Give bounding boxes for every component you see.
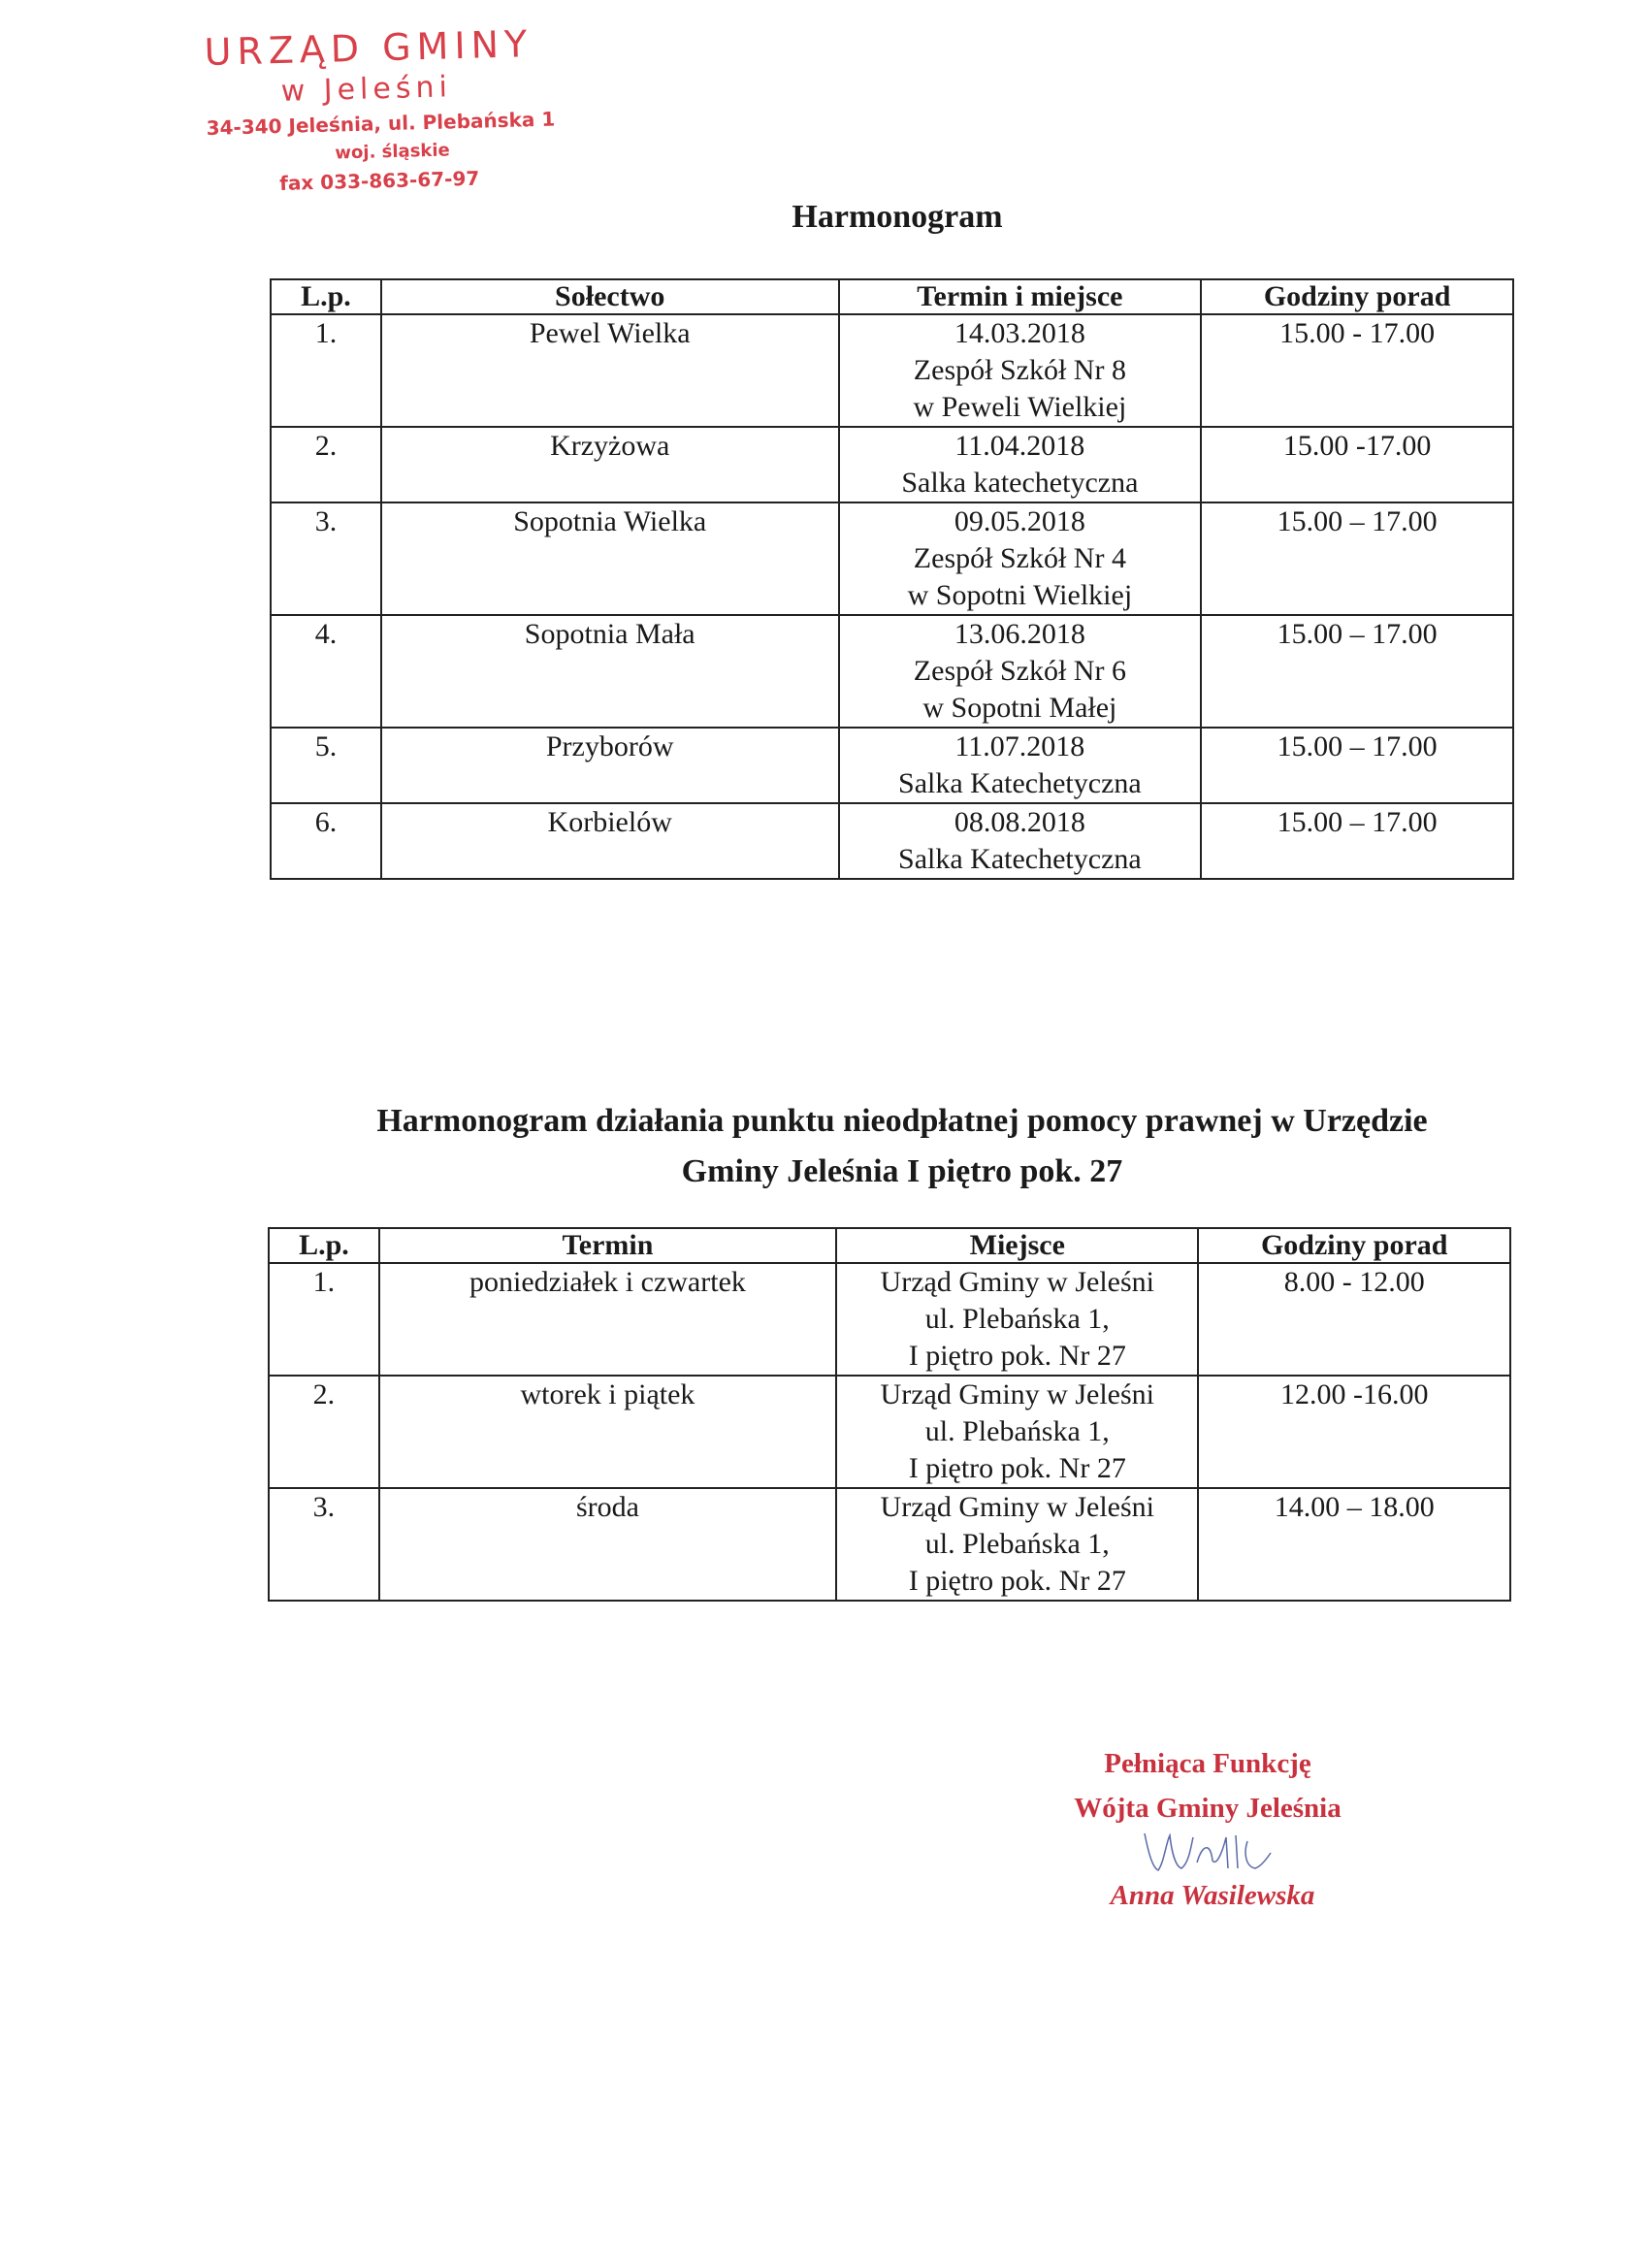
row-village: Przyborów — [381, 728, 839, 803]
row-place: Zespół Szkół Nr 6 — [913, 655, 1126, 687]
place-line: Urząd Gminy w Jeleśni — [880, 1378, 1154, 1410]
row-village: Krzyżowa — [381, 427, 839, 502]
legal-aid-title — [272, 1096, 1533, 1197]
row-lp: 3. — [271, 502, 381, 615]
legal-aid-title-line2: Gminy Jeleśnia I piętro pok. 27 — [681, 1153, 1123, 1189]
table-row — [271, 615, 1513, 728]
row-term: poniedziałek i czwartek — [379, 1263, 836, 1376]
row-hours: 8.00 - 12.00 — [1198, 1263, 1510, 1376]
place-line: I piętro pok. Nr 27 — [908, 1452, 1126, 1484]
row-lp: 6. — [271, 803, 381, 879]
table-row — [269, 1376, 1510, 1488]
row-term: wtorek i piątek — [379, 1376, 836, 1488]
row-date-place — [839, 803, 1202, 879]
row-lp: 2. — [271, 427, 381, 502]
village-schedule-table — [270, 278, 1514, 880]
row-date: 13.06.2018 — [954, 618, 1085, 650]
header-hours: Godziny porad — [1198, 1228, 1510, 1263]
row-village: Pewel Wielka — [381, 314, 839, 427]
row-date-place — [839, 728, 1202, 803]
stamp-town: w Jeleśni — [280, 70, 453, 109]
header-hours: Godziny porad — [1201, 279, 1513, 314]
schedule-title: Harmonogram — [792, 199, 1003, 235]
row-hours: 12.00 -16.00 — [1198, 1376, 1510, 1488]
signatory-name: Anna Wasilewska — [1110, 1880, 1315, 1911]
stamp-address: 34-340 Jeleśnia, ul. Plebańska 1 — [206, 107, 556, 140]
table-row — [271, 803, 1513, 879]
row-place: Salka katechetyczna — [901, 467, 1139, 499]
row-village: Sopotnia Wielka — [381, 502, 839, 615]
table-header-row — [271, 279, 1513, 314]
header-lp: L.p. — [271, 279, 381, 314]
table-row — [271, 502, 1513, 615]
row-date: 11.07.2018 — [954, 730, 1085, 762]
row-term: środa — [379, 1488, 836, 1601]
place-line: ul. Plebańska 1, — [924, 1303, 1110, 1335]
row-place: Salka Katechetyczna — [898, 767, 1142, 799]
table-row — [269, 1263, 1510, 1376]
row-hours: 15.00 - 17.00 — [1201, 314, 1513, 427]
place-line: I piętro pok. Nr 27 — [908, 1565, 1126, 1597]
row-hours: 15.00 – 17.00 — [1201, 502, 1513, 615]
header-place: Miejsce — [836, 1228, 1198, 1263]
row-lp: 1. — [269, 1263, 379, 1376]
row-village: Sopotnia Mała — [381, 615, 839, 728]
legal-aid-schedule-table — [268, 1227, 1511, 1602]
row-place: Salka Katechetyczna — [898, 843, 1142, 875]
row-date-place — [839, 427, 1202, 502]
table-row — [271, 728, 1513, 803]
row-hours: 15.00 – 17.00 — [1201, 803, 1513, 879]
header-village: Sołectwo — [381, 279, 839, 314]
row-lp: 2. — [269, 1376, 379, 1488]
row-date: 14.03.2018 — [954, 317, 1085, 349]
row-place: w Sopotni Wielkiej — [907, 579, 1133, 611]
stamp-office-name: URZĄD GMINY — [204, 22, 534, 74]
row-date: 09.05.2018 — [954, 505, 1085, 537]
row-date: 11.04.2018 — [954, 430, 1085, 462]
table-row — [269, 1488, 1510, 1601]
row-lp: 1. — [271, 314, 381, 427]
row-place — [836, 1376, 1198, 1488]
row-date-place — [839, 314, 1202, 427]
place-line: I piętro pok. Nr 27 — [908, 1340, 1126, 1372]
row-place: w Peweli Wielkiej — [913, 391, 1127, 423]
row-hours: 14.00 – 18.00 — [1198, 1488, 1510, 1601]
signature-stamp — [1043, 1741, 1373, 1831]
stamp-voivodeship: woj. śląskie — [335, 140, 451, 164]
header-lp: L.p. — [269, 1228, 379, 1263]
place-line: ul. Plebańska 1, — [924, 1415, 1110, 1447]
signature-role-line1: Pełniąca Funkcję — [1104, 1748, 1311, 1779]
row-village: Korbielów — [381, 803, 839, 879]
row-hours: 15.00 -17.00 — [1201, 427, 1513, 502]
place-line: Urząd Gminy w Jeleśni — [880, 1491, 1154, 1523]
header-term: Termin — [379, 1228, 836, 1263]
row-lp: 4. — [271, 615, 381, 728]
table-header-row — [269, 1228, 1510, 1263]
handwritten-signature — [1135, 1824, 1290, 1882]
row-date-place — [839, 502, 1202, 615]
place-line: ul. Plebańska 1, — [924, 1528, 1110, 1560]
office-stamp — [204, 19, 576, 200]
row-hours: 15.00 – 17.00 — [1201, 615, 1513, 728]
row-hours: 15.00 – 17.00 — [1201, 728, 1513, 803]
row-place: Zespół Szkół Nr 8 — [913, 354, 1126, 386]
row-lp: 5. — [271, 728, 381, 803]
row-lp: 3. — [269, 1488, 379, 1601]
signature-role-line2: Wójta Gminy Jeleśnia — [1074, 1793, 1342, 1824]
table-row — [271, 427, 1513, 502]
row-date: 08.08.2018 — [954, 806, 1085, 838]
row-date-place — [839, 615, 1202, 728]
place-line: Urząd Gminy w Jeleśni — [880, 1266, 1154, 1298]
row-place: Zespół Szkół Nr 4 — [913, 542, 1126, 574]
row-place — [836, 1488, 1198, 1601]
legal-aid-title-line1: Harmonogram działania punktu nieodpłatnej pomocy prawnej w Urzędzie — [376, 1103, 1428, 1139]
row-place — [836, 1263, 1198, 1376]
row-place: w Sopotni Małej — [922, 692, 1117, 724]
header-date-place: Termin i miejsce — [839, 279, 1202, 314]
table-row — [271, 314, 1513, 427]
stamp-fax: fax 033-863-67-97 — [278, 166, 480, 196]
